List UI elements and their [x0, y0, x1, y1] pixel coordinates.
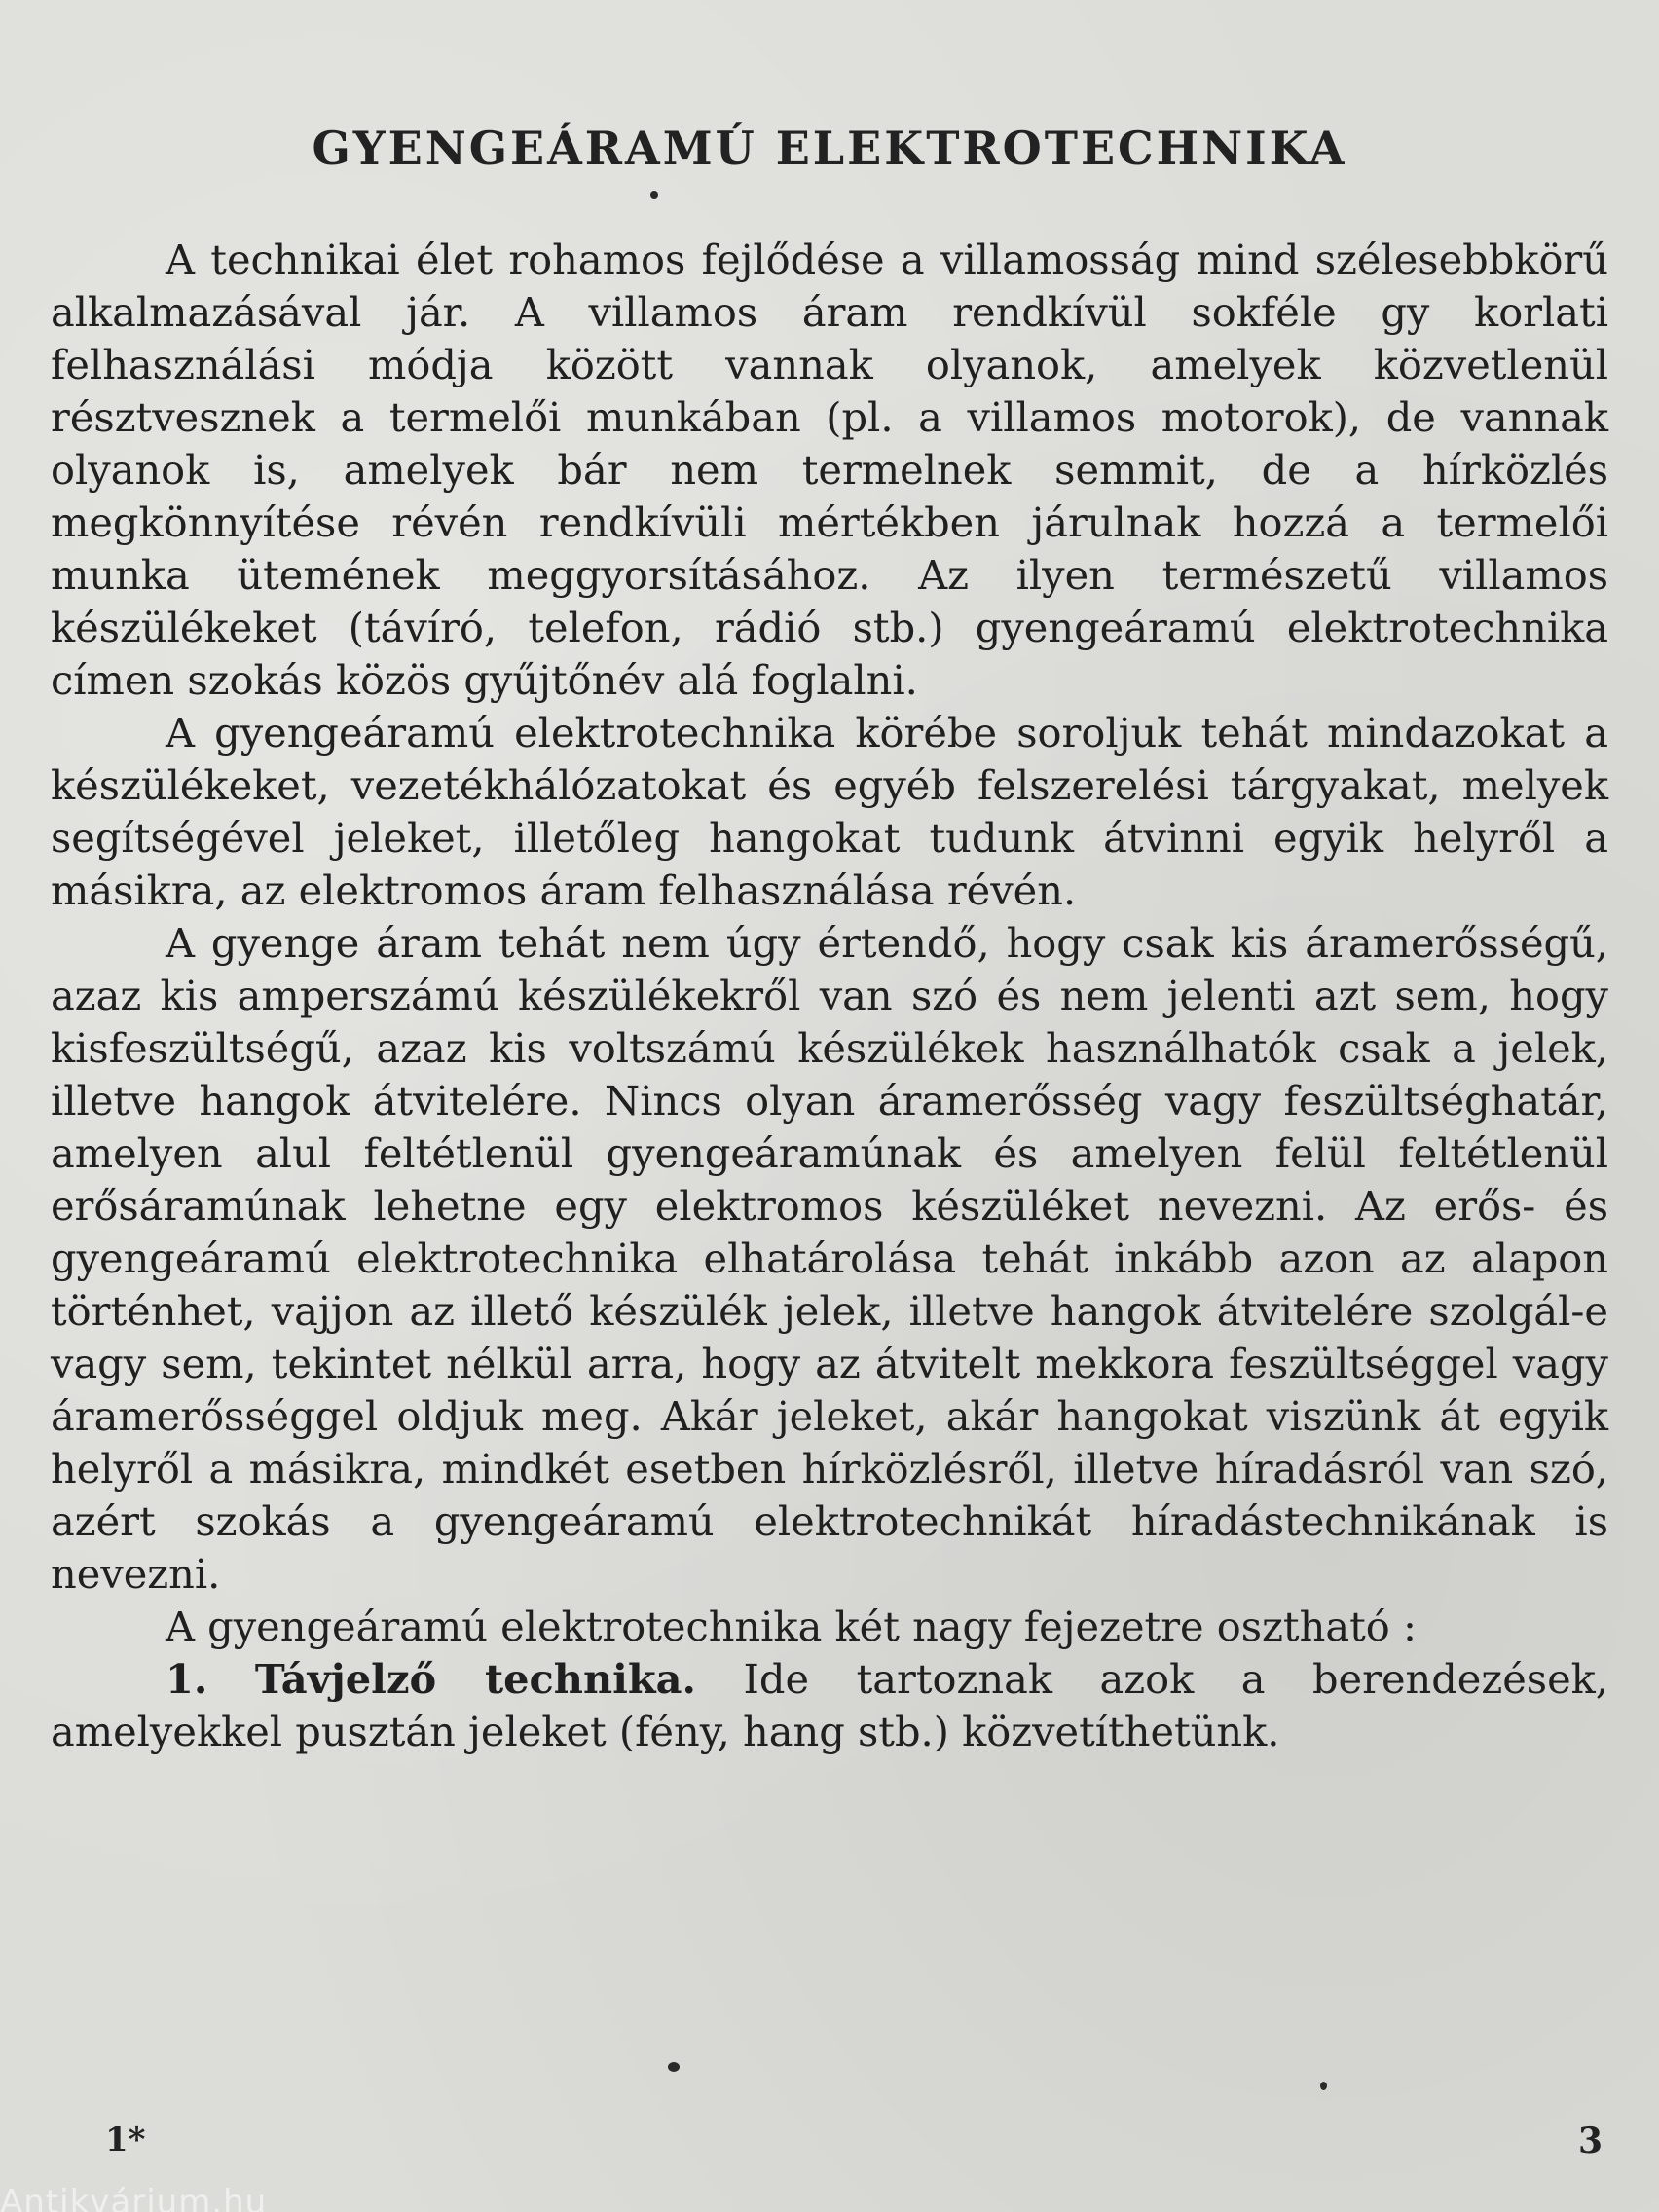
signature-mark: 1*: [105, 2120, 146, 2159]
paragraph-4: A gyengeáramú elektrotechnika két nagy fejezetre osztható :: [166, 1603, 1417, 1650]
page-title: GYENGEÁRAMÚ ELEKTROTECHNIKA: [312, 122, 1347, 174]
list-item-1: [51, 1653, 1608, 1758]
paragraph-1: A technikai élet rohamos fejlődése a villamosság mind szélesebbkörű alkalmazásával jár. A villamos áram rendkívül sokféle gy korlati felhasználási módja között vannak olyanok, amelyek közvetlenül résztvesznek a termelői munkában (pl. a villamos motorok), de vannak olyanok is, amelyek bár nem termelnek semmit, de a hírközlés megkönnyítése révén rendkívüli mértékben járulnak hozzá a termelői munka ütemének meggyorsításához. Az ilyen természetű villamos készülékeket (távíró, telefon, rádió stb.) gyengeáramú elektrotechnika címen szokás közös gyűjtőnév alá foglalni.: [51, 236, 1608, 704]
ink-speck: [668, 2062, 680, 2072]
page-number: 3: [1577, 2120, 1603, 2161]
paragraph-3: A gyenge áram tehát nem úgy értendő, hogy csak kis áramerősségű, azaz kis amperszámú készülékekről van szó és nem jelenti azt sem, hogy kisfeszültségű, azaz kis voltszámú készülékek használhatók csak a jelek, illetve hangok átvitelére. Nincs olyan áramerősség vagy feszültséghatár, amelyen alul feltétlenül gyengeáramúnak és amelyen felül feltétlenül erősáramúnak lehetne egy elektromos készüléket nevezni. Az erős- és gyengeáramú elektrotechnika elhatárolása tehát inkább azon az alapon történhet, vajjon az illető készülék jelek, illetve hangok átvitelére szolgál-e vagy sem, tekintet nélkül arra, hogy az átvitelt mekkora feszültséggel vagy áramerősséggel oldjuk meg. Akár jeleket, akár hangokat viszünk át egyik helyről a másikra, mindkét esetben hírközlésről, illetve híradásról van szó, azért szokás a gyengeáramú elektrotechnikát híradástechnikának is nevezni.: [51, 919, 1608, 1598]
list-item-number: 1.: [166, 1655, 208, 1703]
list-item-heading: Távjelző technika.: [254, 1655, 697, 1703]
ink-speck: [1320, 2082, 1327, 2090]
page-body: [51, 234, 1608, 1758]
watermark-text: Antikvárium.hu: [0, 2183, 268, 2212]
paragraph-2: A gyengeáramú elektrotechnika körébe soroljuk tehát mindazokat a készülékeket, vezetékhálózatokat és egyéb felszerelési tárgyakat, melyek segítségével jeleket, illetőleg hangokat tudunk átvinni egyik helyről a másikra, az elektromos áram felhasználása révén.: [51, 709, 1608, 914]
list-item-text: Ide tartoznak azok a berendezések, amelyekkel pusztán jeleket (fény, hang stb.) közvetíthetünk.: [51, 1655, 1608, 1755]
ink-speck: [650, 191, 658, 199]
